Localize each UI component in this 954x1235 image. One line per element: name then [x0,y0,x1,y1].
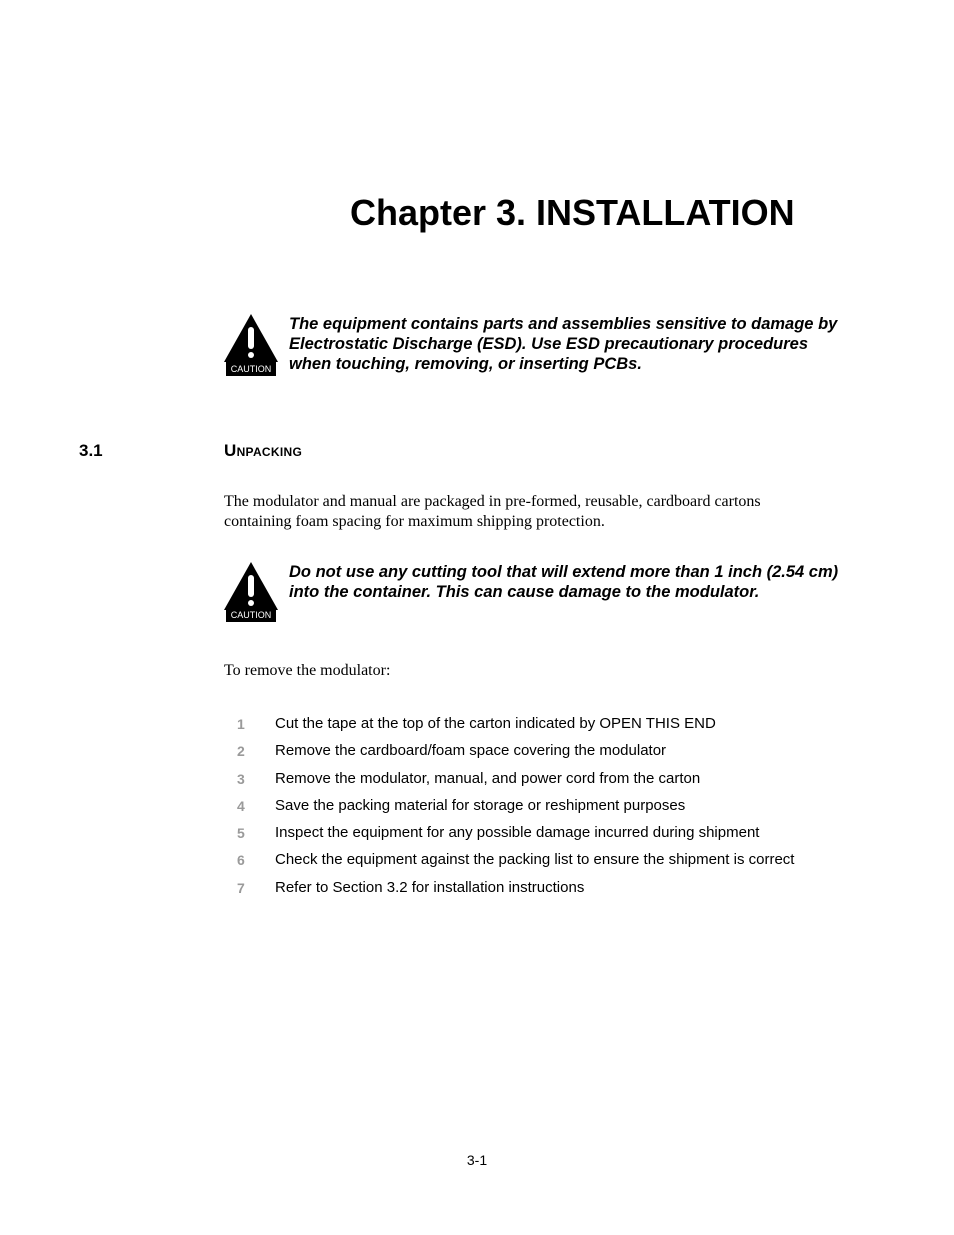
step-number: 4 [237,797,245,814]
caution-warning-icon [224,314,278,378]
step-text: Refer to Section 3.2 for installation instructions [275,878,585,896]
page-number: 3-1 [466,1152,488,1168]
step-text: Inspect the equipment for any possible damage incurred during shipment [275,824,760,842]
list-item [224,768,844,795]
chapter-title: Chapter 3. INSTALLATION [350,192,795,233]
caution-notice-cutting [224,562,844,632]
step-number: 1 [237,716,245,732]
caution-text: Do not use any cutting tool that will extend more than 1 inch (2.54 cm) into the container. This can cause damage to the modulator. [289,563,839,601]
caution-icon-label: CAUTION [230,364,272,374]
step-number: 2 [237,743,245,760]
caution-warning-icon [224,562,278,626]
caution-icon-label: CAUTION [230,610,272,620]
caution-text: The equipment contains parts and assemblies sensitive to damage by Electrostatic Discharge (ESD). Use ESD precautionary procedures when touching, removing, or inserting PCBs. [289,315,838,373]
step-text: Remove the cardboard/foam space covering the modulator [275,742,667,760]
step-number: 7 [237,879,245,896]
section-number: 3.1 [79,441,103,460]
unpacking-steps-list [224,713,844,904]
steps-intro: To remove the modulator: [224,662,391,679]
caution-notice-esd [224,314,844,384]
step-number: 3 [237,770,245,787]
intro-paragraph: The modulator and manual are packaged in pre-formed, reusable, cardboard cartons containing foam spacing for maximum shipping protection. [224,493,761,530]
list-item [224,795,844,822]
list-item [224,849,844,876]
step-text: Remove the modulator, manual, and power cord from the carton [275,769,701,787]
list-item [224,740,844,767]
step-number: 6 [237,852,245,869]
list-item [224,713,844,740]
section-title: Unpacking [224,441,303,460]
step-number: 5 [237,825,245,842]
step-text: Cut the tape at the top of the carton indicated by OPEN THIS END [275,715,716,732]
list-item [224,877,844,904]
list-item [224,822,844,849]
step-text: Check the equipment against the packing list to ensure the shipment is correct [275,851,795,869]
step-text: Save the packing material for storage or reshipment purposes [275,796,686,814]
